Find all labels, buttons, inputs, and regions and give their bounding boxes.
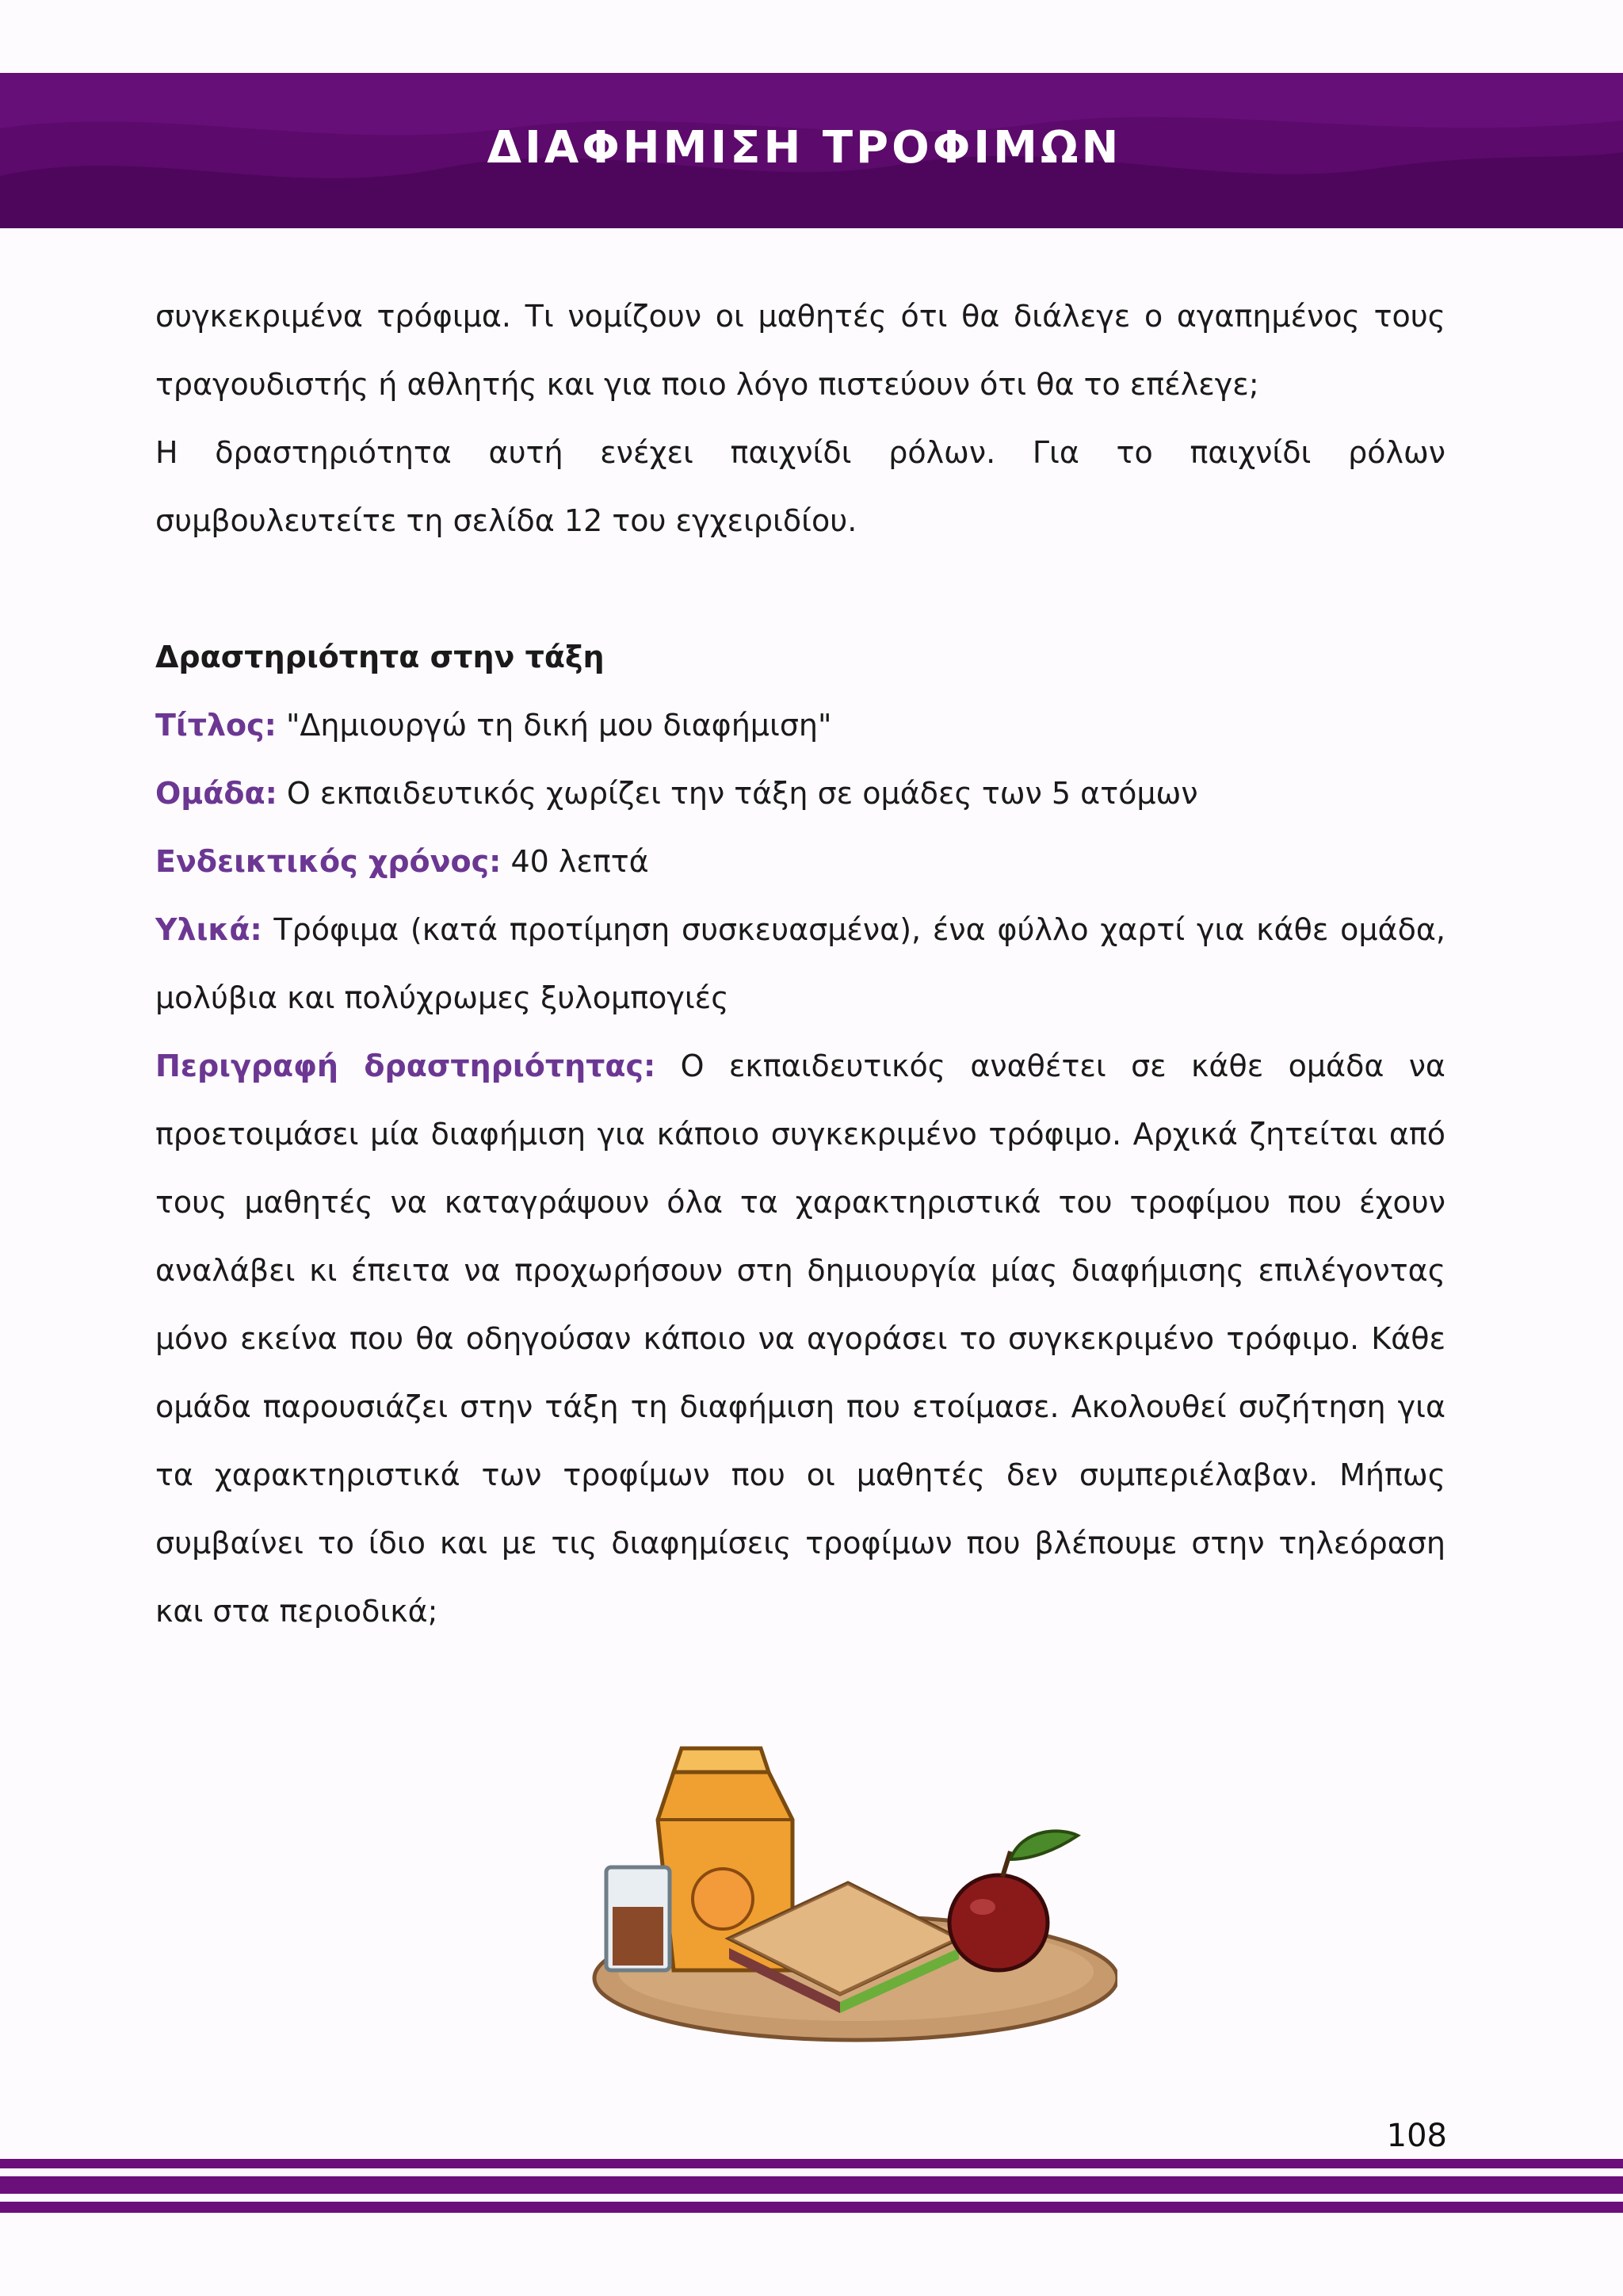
main-content (155, 282, 1445, 1645)
activity-materials-label: Υλικά: (155, 912, 262, 947)
header-banner (0, 73, 1623, 228)
activity-group-row (155, 759, 1445, 827)
activity-description-value: Ο εκπαιδευτικός αναθέτει σε κάθε ομάδα να προετοιμάσει μία διαφήμιση για κάποιο συγκεκριμένο τρόφιμο. Αρχικά ζητείται από τους μαθητές να καταγράψουν όλα τα χαρακτηριστικά του τροφίμου που έχουν αναλάβει κι έπειτα να προχωρήσουν στη δημιουργία μίας διαφήμισης επιλέγοντας μόνο εκείνα που θα οδηγούσαν κάποιο να αγοράσει το συγκεκριμένο τρόφιμο. Κάθε ομάδα παρουσιάζει στην τάξη τη διαφήμιση που ετοίμασε. Ακολουθεί συζήτηση για τα χαρακτηριστικά των τροφίμων που οι μαθητές δεν συμπεριέλαβαν. Μήπως συμβαίνει το ίδιο και με τις διαφημίσεις τροφίμων που βλέπουμε στην τηλεόραση και στα περιοδικά; (155, 1049, 1445, 1629)
activity-description-row (155, 1032, 1445, 1645)
activity-time-value: 40 λεπτά (510, 844, 649, 879)
activity-materials-row (155, 896, 1445, 1032)
page-header-title: ΔΙΑΦΗΜΙΣΗ ΤΡΟΦΙΜΩΝ (487, 122, 1122, 174)
activity-title-row (155, 691, 1445, 759)
intro-paragraph-1: συγκεκριμένα τρόφιμα. Τι νομίζουν οι μαθητές ότι θα διάλεγε ο αγαπημένος τους τραγουδιστής ή αθλητής και για ποιο λόγο πιστεύουν ότι θα το επέλεγε; (155, 299, 1445, 402)
activity-description-label: Περιγραφή δραστηριότητας: (155, 1049, 656, 1083)
page-number: 108 (1386, 2118, 1447, 2154)
intro-paragraph-2: Η δραστηριότητα αυτή ενέχει παιχνίδι ρόλων. Για το παιχνίδι ρόλων συμβουλευτείτε τη σελίδα 12 του εγχειριδίου. (155, 435, 1445, 538)
footer-bar-middle (0, 2176, 1623, 2194)
activity-heading: Δραστηριότητα στην τάξη (155, 640, 605, 674)
footer-bar-top (0, 2159, 1623, 2168)
activity-title-value: "Δημιουργώ τη δική μου διαφήμιση" (285, 708, 832, 743)
footer-decoration (0, 2159, 1623, 2232)
lunch-meal-illustration (547, 1740, 1117, 2050)
activity-time-label: Ενδεικτικός χρόνος: (155, 844, 502, 879)
activity-group-label: Ομάδα: (155, 776, 277, 811)
activity-time-row (155, 827, 1445, 896)
activity-title-label: Τίτλος: (155, 708, 277, 743)
activity-materials-value: Τρόφιμα (κατά προτίμηση συσκευασμένα), ένα φύλλο χαρτί για κάθε ομάδα, μολύβια και πολύχρωμες ξυλομπογιές (155, 912, 1445, 1015)
footer-bar-bottom (0, 2202, 1623, 2213)
activity-group-value: Ο εκπαιδευτικός χωρίζει την τάξη σε ομάδες των 5 ατόμων (286, 776, 1198, 811)
